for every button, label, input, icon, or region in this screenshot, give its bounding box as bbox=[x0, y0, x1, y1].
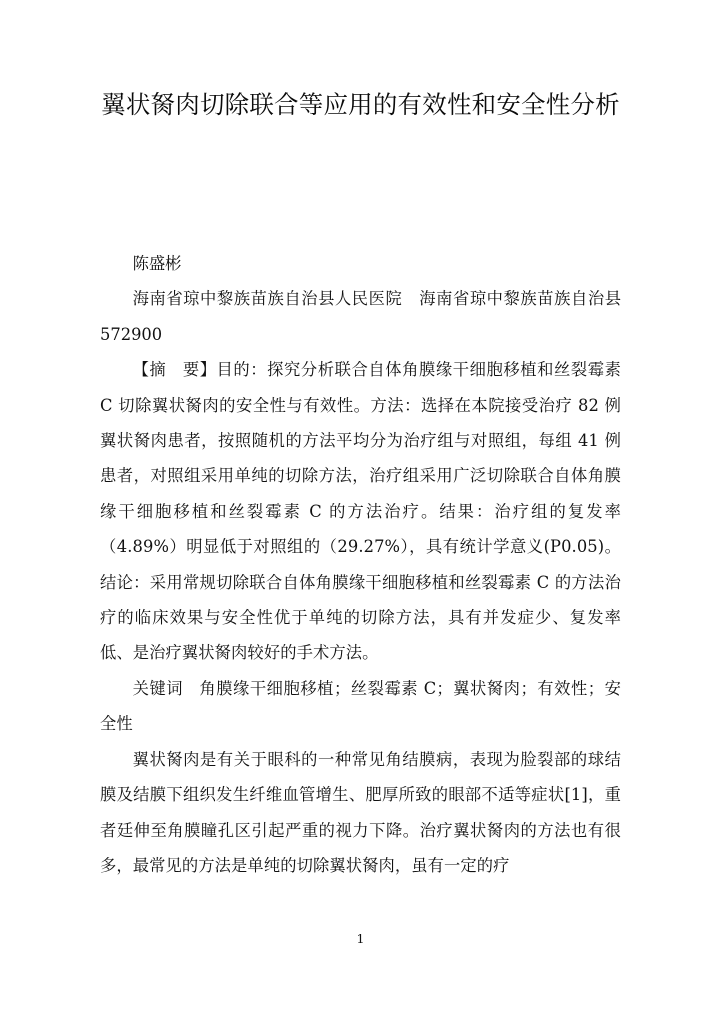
keywords-text: 角膜缘干细胞移植；丝裂霉素 C；翼状胬肉；有效性；安全性 bbox=[100, 678, 621, 734]
document-body bbox=[100, 246, 638, 883]
abstract-label: 【摘 要】 bbox=[132, 360, 217, 380]
body-paragraph-1: 翼状胬肉是有关于眼科的一种常见角结膜病，表现为脸裂部的球结膜及结膜下组织发生纤维血管增生、肥厚所致的眼部不适等症状[1]，重者廷伸至角膜瞳孔区引起严重的视力下降。治疗翼状胬肉的方法也有很多，最常见的方法是单纯的切除翼状胬肉，虽有一定的疗 bbox=[100, 749, 621, 875]
page-title: 翼状胬肉切除联合等应用的有效性和安全性分析 bbox=[101, 90, 620, 119]
abstract-text: 目的：探究分析联合自体角膜缘干细胞移植和丝裂霉素 C 切除翼状胬肉的安全性与有效性。方法：选择在本院接受治疗 82 例翼状胬肉患者，按照随机的方法平均分为治疗组与对照组，每组 41 例患者，对照组采用单纯的切除方法，治疗组采用广泛切除联合自体角膜缘干细胞移植和丝裂霉素 C 的方法治疗。结果：治疗组的复发率（4.89%）明显低于对照组的（29.27%），具有统计学意义(P0.05)。结论：采用常规切除联合自体角膜缘干细胞移植和丝裂霉素 C 的方法治疗的临床效果与安全性优于单纯的切除方法，具有并发症少、复发率低、是治疗翼状胬肉较好的手术方法。 bbox=[100, 360, 621, 663]
author-name: 陈盛彬 bbox=[132, 254, 182, 273]
page-number: 1 bbox=[356, 931, 365, 946]
keywords-paragraph bbox=[100, 671, 621, 742]
keywords-label: 关键词 bbox=[132, 678, 184, 698]
abstract-paragraph bbox=[100, 352, 621, 671]
affiliation: 海南省琼中黎族苗族自治县人民医院 海南省琼中黎族苗族自治县 572900 bbox=[100, 289, 638, 344]
